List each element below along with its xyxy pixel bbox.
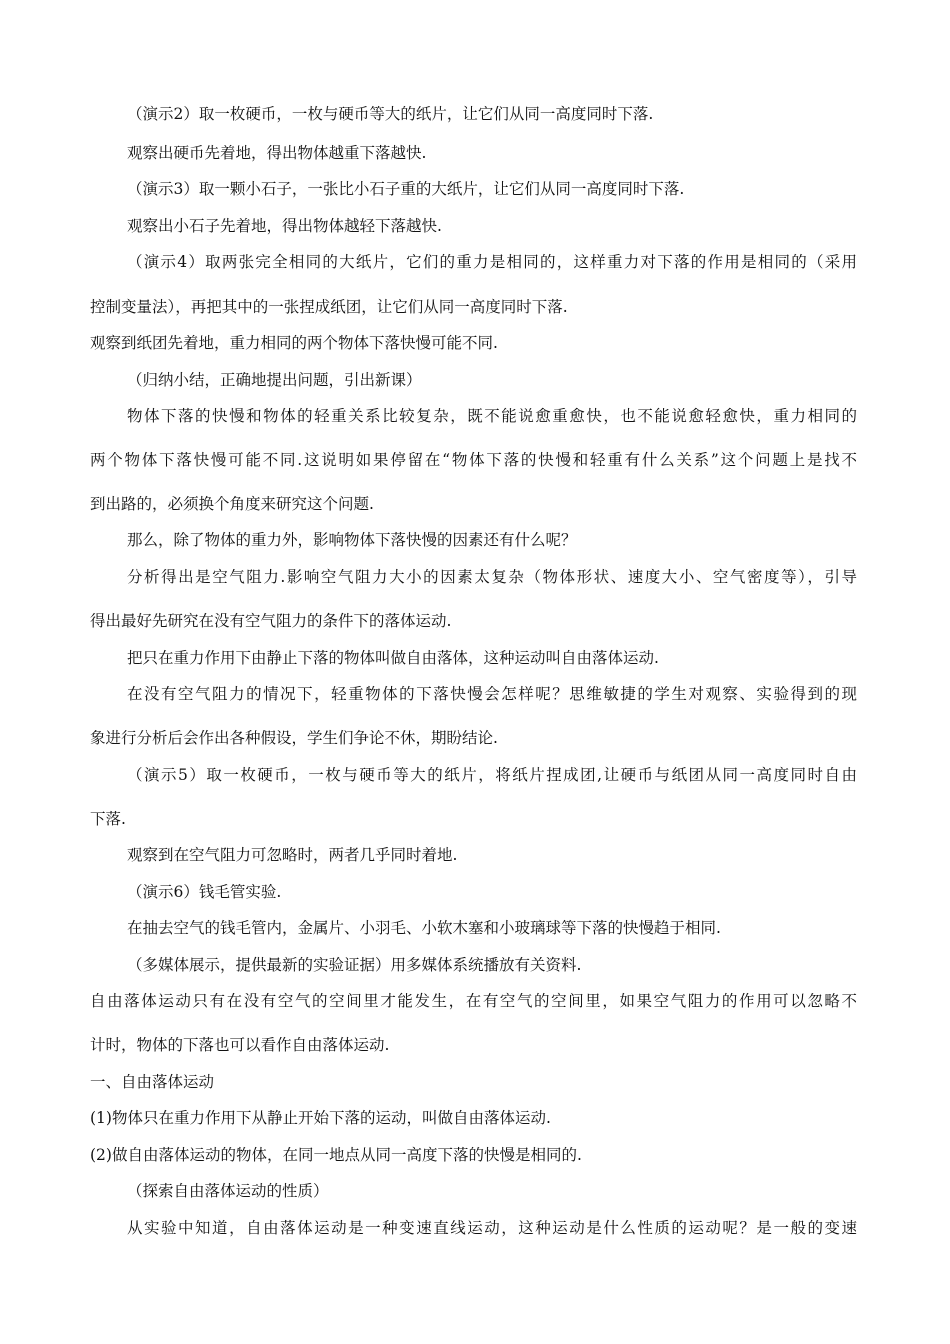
- section-heading: 一、自由落体运动: [90, 1073, 215, 1091]
- paragraph-line: （演示4）取两张完全相同的大纸片，它们的重力是相同的，这样重力对下落的作用是相同的（采用: [127, 253, 857, 271]
- paragraph-line: 到出路的，必须换个角度来研究这个问题.: [90, 495, 374, 513]
- paragraph-line: 分析得出是空气阻力.影响空气阻力大小的因素太复杂（物体形状、速度大小、空气密度等），引导: [127, 568, 857, 586]
- paragraph-line: (1)物体只在重力作用下从静止开始下落的运动，叫做自由落体运动.: [90, 1109, 551, 1127]
- paragraph-line: 观察到纸团先着地，重力相同的两个物体下落快慢可能不同.: [90, 334, 498, 352]
- paragraph-line: （演示5）取一枚硬币，一枚与硬币等大的纸片，将纸片捏成团,让硬币与纸团从同一高度同时自由: [127, 766, 857, 784]
- paragraph-line: 下落.: [90, 810, 126, 828]
- paragraph-line: （归纳小结，正确地提出问题，引出新课）: [127, 371, 422, 389]
- paragraph-line: 自由落体运动只有在没有空气的空间里才能发生，在有空气的空间里，如果空气阻力的作用可以忽略不: [90, 992, 857, 1010]
- paragraph-line: 在抽去空气的钱毛管内，金属片、小羽毛、小软木塞和小玻璃球等下落的快慢趋于相同.: [127, 919, 721, 937]
- paragraph-line: （演示6）钱毛管实验.: [127, 883, 282, 901]
- paragraph-line: 观察出硬币先着地，得出物体越重下落越快.: [127, 144, 427, 162]
- paragraph-line: 观察到在空气阻力可忽略时，两者几乎同时着地.: [127, 846, 458, 864]
- paragraph-line: 得出最好先研究在没有空气阻力的条件下的落体运动.: [90, 612, 452, 630]
- paragraph-line: 观察出小石子先着地，得出物体越轻下落越快.: [127, 217, 442, 235]
- paragraph-line: （探索自由落体运动的性质）: [127, 1182, 329, 1200]
- paragraph-line: 控制变量法），再把其中的一张捏成纸团，让它们从同一高度同时下落.: [90, 298, 568, 316]
- paragraph-line: 象进行分析后会作出各种假设，学生们争论不休，期盼结论.: [90, 729, 498, 747]
- paragraph-line: 在没有空气阻力的情况下，轻重物体的下落快慢会怎样呢？思维敏捷的学生对观察、实验得到的现: [127, 685, 857, 703]
- paragraph-line: (2)做自由落体运动的物体，在同一地点从同一高度下落的快慢是相同的.: [90, 1146, 582, 1164]
- paragraph-line: 计时，物体的下落也可以看作自由落体运动.: [90, 1036, 390, 1054]
- paragraph-line: （演示3）取一颗小石子，一张比小石子重的大纸片，让它们从同一高度同时下落.: [127, 180, 685, 198]
- paragraph-line: 从实验中知道，自由落体运动是一种变速直线运动，这种运动是什么性质的运动呢？是一般的变速: [127, 1219, 857, 1237]
- paragraph-line: 把只在重力作用下由静止下落的物体叫做自由落体，这种运动叫自由落体运动.: [127, 649, 659, 667]
- paragraph-line: （演示2）取一枚硬币，一枚与硬币等大的纸片，让它们从同一高度同时下落.: [127, 105, 654, 123]
- paragraph-line: 物体下落的快慢和物体的轻重关系比较复杂，既不能说愈重愈快，也不能说愈轻愈快，重力相同的: [127, 407, 857, 425]
- paragraph-line: 两个物体下落快慢可能不同.这说明如果停留在“物体下落的快慢和轻重有什么关系”这个问题上是找不: [90, 451, 857, 469]
- paragraph-line: 那么，除了物体的重力外，影响物体下落快慢的因素还有什么呢？: [127, 531, 577, 549]
- paragraph-line: （多媒体展示，提供最新的实验证据）用多媒体系统播放有关资料.: [127, 956, 582, 974]
